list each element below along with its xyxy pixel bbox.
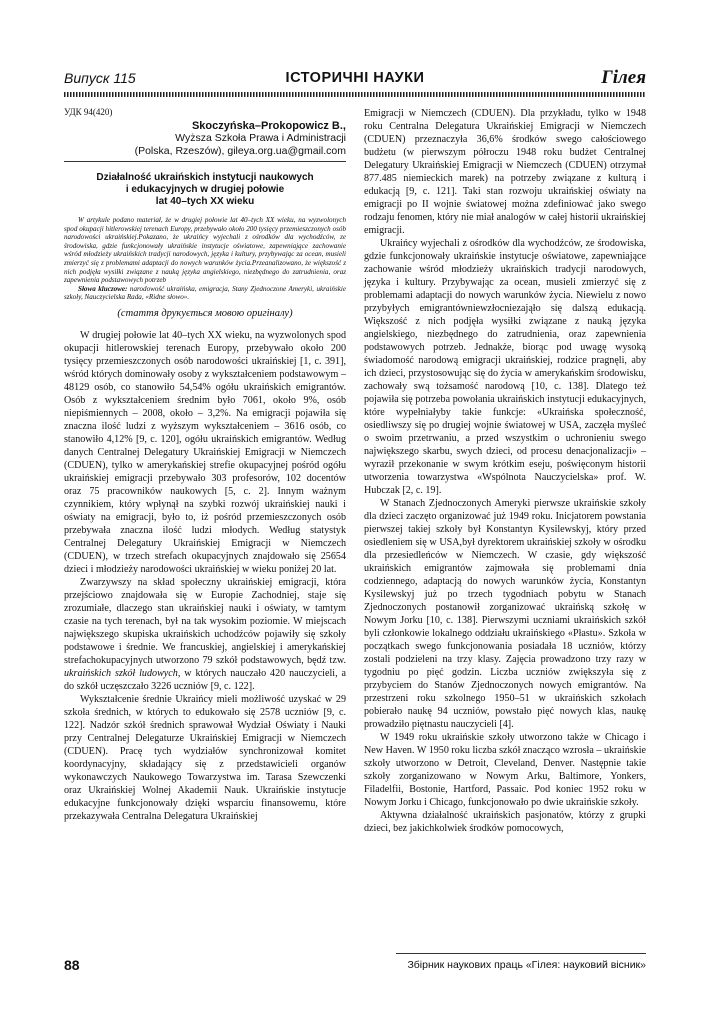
- author-name: Skoczyńska–Prokopowicz B.,: [191, 120, 346, 132]
- right-column: [364, 107, 646, 835]
- body-paragraph: W drugiej połowie lat 40–tych XX wieku, na wyzwolonych spod okupacji hitlerowskiej terenach Europy, przebywało około 200 tysięcy przemieszczonych osób narodowości ukraińskiej [1, c. 391], wśród których dominowały osoby z wykształceniem podstawowym – 48129 osób, co stanowiło 54,54% ogółu ukraińskich emigrantów. Osób z wykształceniem średnim było 7061, około 9%, osób niepiśmiennych – 2008, około – 3,2%. Na emigracji pojawiła się znaczna ilość ludzi z wyższym wykształceniem – 3616 osób, co stanowiło 4,12% [9, c. 120], ogółu ukraińskich emigrantów. Według danych Centralnej Delegatury Ukraińskiej Emigracji w Niemczech (CDUEN), tylko w amerykańskiej strefie okupacyjnej pośród ogółu ukraińskiej emigracji przebywało 303 profesorów, 102 docentów oraz 75 pracowników naukowych [5, c. 2]. Innym ważnym czynnikiem, który wpłynął na szybki rozwój ukraińskiej nauki i oświaty na emigracji, było to, iż pośród przemieszczonych osób przebywała znaczna ilość ludzi młodych. Według statystyk Centralnej Delegatury Ukraińskiej Emigracji w Niemczech (CDUEN), w trzech strefach okupacyjnych znajdowało się 25654 dzieci i młodzieży narodowości ukraińskiej w wieku poniżej 20 lat.: [64, 329, 346, 575]
- title-rule: [64, 161, 346, 162]
- running-header: [64, 67, 646, 92]
- affiliation-line: Wyższa Szkoła Prawa i Administracji: [175, 132, 346, 144]
- left-column: [64, 107, 346, 823]
- body-paragraph: W 1949 roku ukraińskie szkoły utworzono także w Chicago i New Haven. W 1950 roku liczba szkół znacząco wzrosła – ukraińskie szkoły utworzono w Detroit, Cleveland, Denver. Następnie takie szkoły zorganizowano w Nowym Arku, Baltimore, Yonkers, Filadelfii, Bostonie, Hartford, Passaic. Pod koniec 1952 roku w Nowym Jorku i Chicago, funkcjonowało po dwie ukraińskie szkoły.: [364, 732, 646, 808]
- section-title: ІСТОРИЧНІ НАУКИ: [285, 70, 425, 86]
- article-title: [64, 172, 346, 208]
- body-paragraph: Emigracji w Niemczech (CDUEN). Dla przykładu, tylko w 1948 roku Centralna Delegatura Ukraińskiej Emigracji w Niemczech (CDUEN) przeznaczyła 36,6% środków swego całościowego budżetu (w pierwszym półroczu 1948 roku budżet Centralnej Delegatury Ukraińskiej Emigracji w Niemczech (CDUEN) otrzymał 877.485 niemieckich marek) na potrzeby związane z kulturą i edukacją [9, c. 121]. Taki stan rozwoju ukraińskiej oświaty na emigracji po II wojnie światowej można zdefiniować jako swego rodzaju fenomen, który nie miał analogów w całej historii ukraińskiej emigracji.: [364, 108, 646, 236]
- italic-term: ukraińskich szkół ludowych: [64, 667, 178, 679]
- body-paragraph: Aktywna działalność ukraińskich pasjonatów, którzy z grupki dzieci, bez jakichkolwiek środków pomocowych,: [364, 810, 646, 834]
- paragraph-text: Zwarzywszy na skład społeczny ukraińskiej emigracji, która przejściowo znajdowała się w Europie Zachodniej, staje się zrozumiałe, dlaczego stan ukraińskiej nauki i oświaty, w tamtym czasie na tych terenach, był na tak wysokim poziomie. W miejscach największego skupiska ukraińskich uchodźców pojawiły się szkoły podstawowe i średnie. We francuskiej, angielskiej i amerykańskiej strefachokupacyjnych utworzono 79 szkół podstawowych, będź tzw.: [64, 576, 346, 666]
- udc-code: УДК 94(420): [64, 107, 113, 117]
- footer-journal-title: Збірник наукових праць «Гілея: науковий вісник»: [407, 959, 646, 971]
- keywords-text: narodowość ukraińska, emigracja, Stany Zjednoczone Ameryki, ukraińskie szkoły, Nauczycielska Rada, «Ridne słowo».: [64, 284, 346, 302]
- body-paragraph: Wykształcenie średnie Ukraińcy mieli możliwość uzyskać w 29 szkoła średnich, w których to edukowało się 2578 uczniów [9, c. 122]. Nadzór szkół średnich sprawował Wydział Oświaty i Nauki przy Centralnej Delegaturze Ukraińskiej Emigracji w Niemczech (CDUEN). Pracę tych wydziałów synchronizował komitet koordynacyjny, składający się z przedstawicieli organów wykonawczych Naukowego Towarzystwa im. Tarasa Szewczenki oraz Ukraińskiej Wolnej Akademii Nauk. Ukraińskie instytucje edukacyjne funkcjonowały dzięki wsparciu finansowemu, które przekazywała Centralna Delegatura Ukraińskiej: [64, 693, 346, 822]
- article-title-line: i edukacyjnych w drugiej połowie: [125, 184, 285, 195]
- keywords: [64, 285, 346, 302]
- keywords-label: Słowa kluczowe:: [78, 284, 128, 293]
- issue-number: Випуск 115: [64, 70, 136, 86]
- body-paragraph: Ukraińcy wyjechali z ośrodków dla wychodźców, ze środowiska, gdzie funkcjonowały ukraińskie instytucje oświatowe, zapewniające zachowanie wśród młodzieży ukraińskich tradycji narodowych, języka i kultury. Przybywając za ocean, musieli zmierzyć się z problemami adaptacji do nowych warunków życia. Niewielu z nowo przybyłych emigrantówniewzłocniezająło się dalszą edukacją. Większość z nich podjęła wysiłki związane z nauką języka angielskiego, niezbędnego do zatrudnienia, oraz zapewnienia podstawowych potrzeb. Jednakże, biorąc pod uwagę wysoką świadomość narodową emigracji ukraińskiej, rodzice pragnęli, aby ich dzieci, przystosowując się do życia w amerykańskim środowisku, zachowały swą tożsamość narodową [10, c. 138]. Dlatego też pojawiła się potrzeba powołania ukraińskich instytucji edukacyjnych, które wypełniałyby takie funkcje: «Ukraińska społeczność, osiedliwszy się po drugiej wojnie światowej w USA, zaczęła myśleć o swoim przetrwaniu, a przed wszystkim o uchronieniu swego największego skarbu, swych dzieci, od procesu denacjonalizacji» – wyraził przekonanie w swym krótkim eseju, poświęconym historii utworzenia towarzystwa «Wspólnota Nauczycielska» prof. W. Hubczak [2, c. 19].: [364, 238, 646, 496]
- page-number: 88: [64, 957, 80, 973]
- article-title-line: Działalność ukraińskich instytucji naukowych: [96, 172, 314, 183]
- footer-rule: [396, 953, 646, 954]
- article-title-line: lat 40–tych XX wieku: [155, 196, 255, 207]
- header-rule: [64, 92, 646, 97]
- body-paragraph: W Stanach Zjednoczonych Ameryki pierwsze ukraińskie szkoły dla dzieci zaczęto organizować już 1949 roku. Inicjatorem powstania pierwszej takiej szkoły był Konstantyn Kysilewskyj, który przed osiedleniem się w USA,był dyrektorem ukraińskiej szkoły w ośrodku dla przesiedleńców w Niemczech. W czasie, gdy większość ukraińskich emigrantów zajmowała się problemami dnia codziennego, adaptacją do nowych warunków życia, Konstantyn Kysilewskyj już po trzech tygodniach pobytu w Stanach Zjednoczonych postanowił zorganizować ukraińską szkołę w Nowym Jorku [10, c. 138]. Pierwszymi uczniami ukraińskich szkół byli członkowie lokalnego oddziału ukraińskiego «Płastu». Szkoła w początkach swego funkcjonowania posiadała 18 uczniów, którzy zostali podzieleni na trzy klasy. Zajęcia prowadzono trzy razy w tygodniu po pięć godzin. Liczba uczniów zwiększyła się z przybyciem do Stanów Zjednoczonych nowych emigrantów. Na przestrzeni roku szkolnego 1950–51 w ukraińskich szkołach pobierało naukę 94 uczniów, powstało pięć nowych klas, naukę prowadziło piętnastu nauczycieli [4].: [364, 498, 646, 730]
- paragraph-text: , w których nauczało 420 nauczycieli, a do szkół uczęszczało 3226 uczniów [9, c. 122].: [64, 667, 346, 692]
- affiliation-contact: (Polska, Rzeszów), gileya.org.ua@gmail.com: [134, 144, 346, 157]
- journal-logo: Гілея: [601, 67, 646, 88]
- abstract: W artykule podano materiał, że w drugiej połowie lat 40–tych XX wieku, na wyzwolonych spod okupacji hitlerowskiej terenach Europy, przebywało około 200 tysięcy przemieszczonych osób narodowości ukraińskiej.Pokazano, że ukraińcy wyjechali z ośrodków dla wychodźców, ze środowiska, gdzie funkcjonowały ukraińskie instytucje oświatowe, zapewniające zachowanie wśród młodzieży ukraińskich tradycji narodowych, języka i kultury, przybywając za ocean, musieli zmierzyć się z problemami adaptacji do nowych warunków życia.Przeanalizowano, że większość z nich podjęła wysiłki związane z nauką języka angielskiego, niezbędnego do zatrudnienia, oraz zapewnienia podstawowych potrzeb: [64, 216, 346, 285]
- language-note: (стаття друкується мовою оригіналу): [117, 307, 293, 319]
- body-paragraph: [64, 576, 346, 693]
